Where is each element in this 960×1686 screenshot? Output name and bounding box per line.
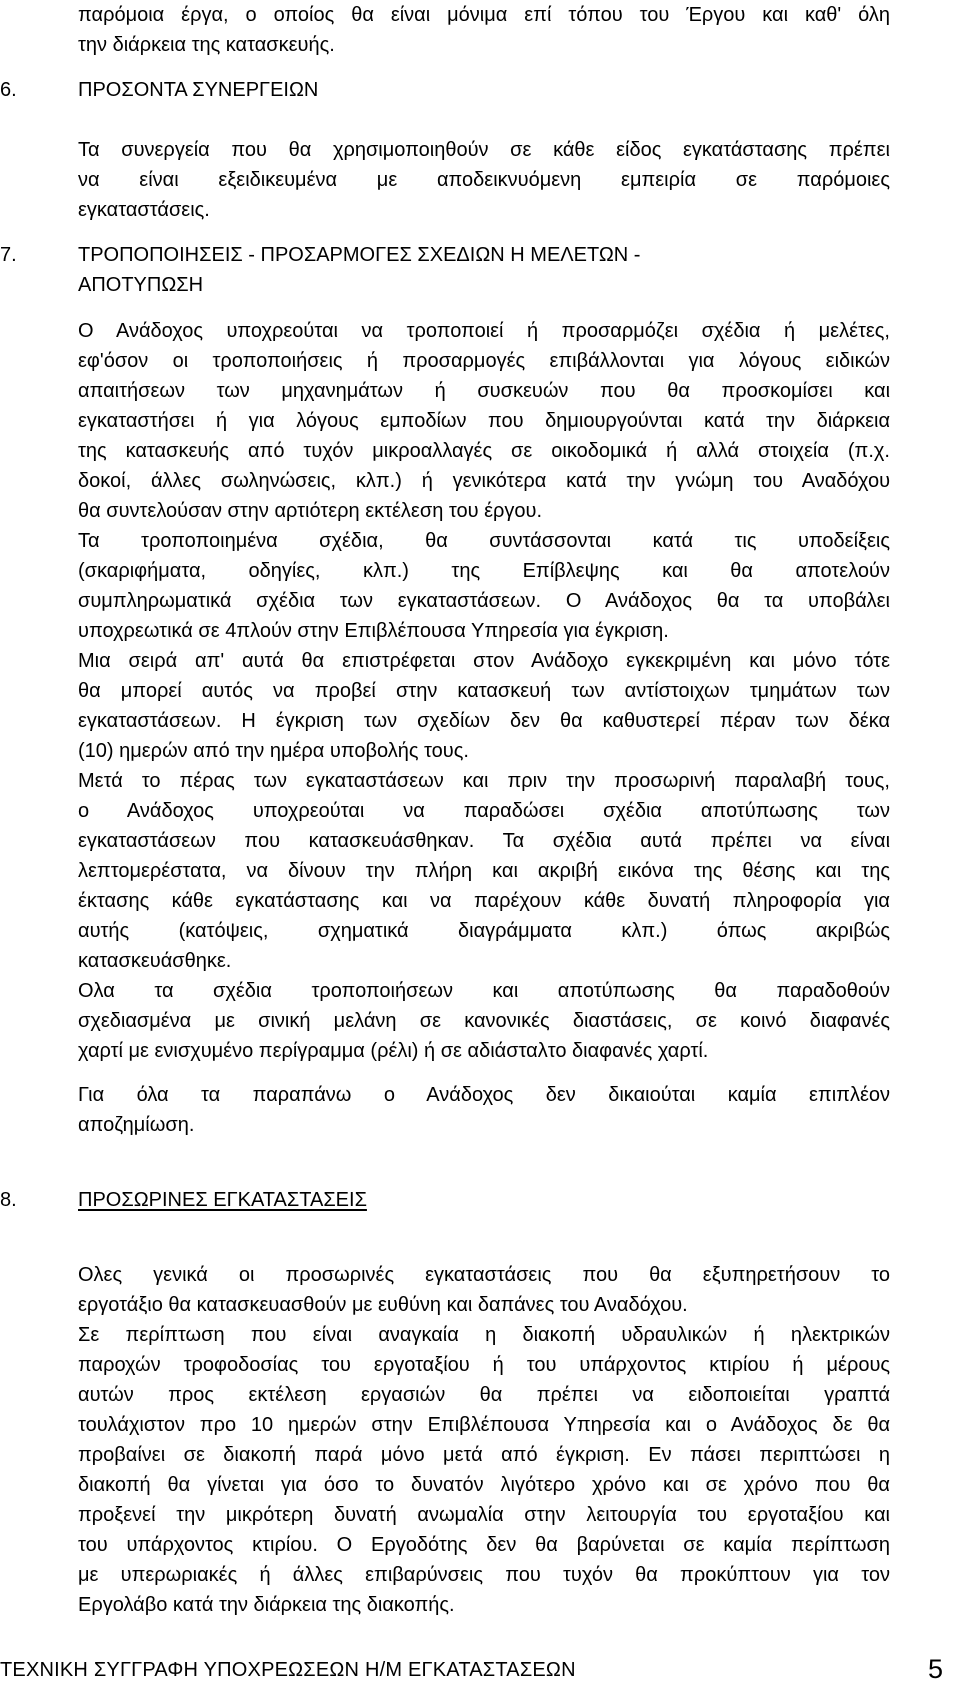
text-line: απαιτήσεων των μηχανημάτων ή συσκευών που θα προσκομίσει και <box>78 380 891 402</box>
text-line: παροχών τροφοδοσίας του εργοταξίου ή του υπάρχοντος κτιρίου ή μέρους <box>78 1354 891 1376</box>
section-6-paragraph <box>78 135 890 225</box>
section-8-body <box>78 1260 890 1620</box>
text-line: Ολα τα σχέδια τροποποιήσεων και αποτύπωσης θα παραδοθούν <box>78 980 890 1002</box>
section-7-paragraph <box>78 316 890 1066</box>
text-line: έκτασης κάθε εγκατάστασης και να παρέχουν κάθε δυνατή πληροφορία για <box>78 890 890 912</box>
page-footer <box>0 1652 960 1686</box>
text-line: Μετά το πέρας των εγκαταστάσεων και πριν την προσωρινή παραλαβή τους, <box>78 770 890 792</box>
text-line: εγκαταστάσεων που κατασκευάσθηκαν. Τα σχέδια αυτά πρέπει να είναι <box>78 830 891 852</box>
text-line: Σε περίπτωση που είναι αναγκαία η διακοπή υδραυλικών ή ηλεκτρικών <box>78 1324 890 1346</box>
text-line: ο Ανάδοχος υποχρεούται να παραδώσει σχέδια αποτύπωσης των <box>78 800 891 822</box>
text-line: παρόμοια έργα, ο οποίος θα είναι μόνιμα επί τόπου του Έργου και καθ' όλη <box>78 4 891 26</box>
text-line: θα συντελούσαν στην αρτιότερη εκτέλεση του έργου. <box>78 500 543 522</box>
text-line: δοκοί, άλλες σωληνώσεις, κλπ.) ή γενικότερα κατά την γνώμη του Αναδόχου <box>78 470 891 492</box>
section-7-closing-paragraph <box>78 1080 890 1140</box>
text-line: χαρτί με ενισχυμένο περίγραμμα (ρέλι) ή σε αδιάσταλτο διαφανές χαρτί. <box>78 1040 709 1062</box>
text-line: να είναι εξειδικευμένα με αποδεικνυόμενη εμπειρία σε παρόμοιες <box>78 169 890 191</box>
text-line: εργοτάξιο θα κατασκευασθούν με ευθύνη και δαπάνες του Αναδόχου. <box>78 1294 688 1316</box>
footer-title: ΤΕΧΝΙΚΗ ΣΥΓΓΡΑΦΗ ΥΠΟΧΡΕΩΣΕΩΝ Η/Μ ΕΓΚΑΤΑΣΤΑΣΕΩΝ <box>0 1659 576 1681</box>
text-line: εφ'όσον οι τροποποιήσεις ή προσαρμογές επιβάλλονται για λόγους ειδικών <box>78 350 890 372</box>
text-line: Τα συνεργεία που θα χρησιμοποιηθούν σε κάθε είδος εγκατάστασης πρέπει <box>78 139 890 161</box>
section-6-title: ΠΡΟΣΟΝΤΑ ΣΥΝΕΡΓΕΙΩΝ <box>78 79 319 101</box>
text-line: διακοπή θα γίνεται για όσο το δυνατόν λιγότερο χρόνο και σε χρόνο που θα <box>78 1474 890 1496</box>
section-8-title: ΠΡΟΣΩΡΙΝΕΣ ΕΓΚΑΤΑΣΤΑΣΕΙΣ <box>78 1189 367 1211</box>
text-line: κατασκευάσθηκε. <box>78 950 232 972</box>
section-8-number: 8. <box>0 1189 17 1211</box>
text-line: Για όλα τα παραπάνω ο Ανάδοχος δεν δικαιούται καμία επιπλέον <box>78 1084 890 1106</box>
text-line: Τα τροποποιημένα σχέδια, θα συντάσσονται κατά τις υποδείξεις <box>78 530 890 552</box>
text-line: λεπτομερέστατα, να δίνουν την πλήρη και ακριβή εικόνα της θέσης και της <box>78 860 890 882</box>
text-line: Μια σειρά απ' αυτά θα επιστρέφεται στον Ανάδοχο εγκεκριμένη και μόνο τότε <box>78 650 890 672</box>
text-line: (σκαριφήματα, οδηγίες, κλπ.) της Επίβλεψης και θα αποτελούν <box>78 560 890 582</box>
text-line: την διάρκεια της κατασκευής. <box>78 34 335 56</box>
section-7-title-line-2: ΑΠΟΤΥΠΩΣΗ <box>78 274 204 296</box>
text-line: αυτών προς εκτέλεση εργασιών θα πρέπει να ειδοποιείται γραπτά <box>78 1384 891 1406</box>
text-line: αυτής (κατόψεις, σχηματικά διαγράμματα κλπ.) όπως ακριβώς <box>78 920 891 942</box>
text-line: προξενεί την μικρότερη δυνατή ανωμαλία στην λειτουργία του εργοταξίου και <box>78 1504 890 1526</box>
text-line: εγκαταστήσει ή για λόγους εμποδίων που δημιουργούνται κατά την διάρκεια <box>78 410 891 432</box>
text-line: υποχρεωτικά σε 4πλούν στην Επιβλέπουσα Υπηρεσία για έγκριση. <box>78 620 669 642</box>
text-line: Ολες γενικά οι προσωρινές εγκαταστάσεις που θα εξυπηρετήσουν το <box>78 1264 891 1286</box>
text-line: σχεδιασμένα με σινική μελάνη σε κανονικές διαστάσεις, σε κοινό διαφανές <box>78 1010 890 1032</box>
text-line: εγκαταστάσεων. Η έγκριση των σχεδίων δεν θα καθυστερεί πέραν των δέκα <box>78 710 891 732</box>
text-line: Ο Ανάδοχος υποχρεούται να τροποποιεί ή προσαρμόζει σχέδια ή μελέτες, <box>78 320 890 342</box>
text-line: αποζημίωση. <box>78 1114 195 1136</box>
text-line: (10) ημερών από την ημέρα υποβολής τους. <box>78 740 469 762</box>
text-line: της κατασκευής από τυχόν μικροαλλαγές σε οικοδομικά ή αλλά στοιχεία (π.χ. <box>78 440 890 462</box>
text-line: προβαίνει σε διακοπή παρά μόνο μετά από έγκριση. Εν πάσει περιπτώσει η <box>78 1444 891 1466</box>
text-line: του υπάρχοντος κτιρίου. Ο Εργοδότης δεν θα βαρύνεται σε καμία περίπτωση <box>78 1534 891 1556</box>
page-number: 5 <box>927 1654 943 1684</box>
section-7-closing <box>78 1080 890 1140</box>
text-line: τουλάχιστον προ 10 ημερών στην Επιβλέπουσα Υπηρεσία και ο Ανάδοχος δε θα <box>78 1414 891 1436</box>
intro-text <box>78 0 890 60</box>
text-line: εγκαταστάσεις. <box>78 199 210 221</box>
text-line: με υπερωριακές ή άλλες επιβαρύνσεις που τυχόν θα προκύπτουν για τον <box>78 1564 890 1586</box>
intro-paragraph <box>78 0 890 60</box>
text-line: Εργολάβο κατά την διάρκεια της διακοπής. <box>78 1594 455 1616</box>
section-6-number: 6. <box>0 79 17 101</box>
section-7-title-line-1: ΤΡΟΠΟΠΟΙΗΣΕΙΣ - ΠΡΟΣΑΡΜΟΓΕΣ ΣΧΕΔΙΩΝ Η ΜΕΛΕΤΩΝ - <box>78 244 641 266</box>
section-7-number: 7. <box>0 244 17 266</box>
section-7-body <box>78 316 890 1066</box>
section-6-body <box>78 135 890 225</box>
text-line: θα μπορεί αυτός να προβεί στην κατασκευή των αντίστοιχων τμημάτων των <box>78 680 890 702</box>
section-8-paragraph <box>78 1260 890 1620</box>
text-line: συμπληρωματικά σχέδια των εγκαταστάσεων. Ο Ανάδοχος θα τα υποβάλει <box>78 590 891 612</box>
